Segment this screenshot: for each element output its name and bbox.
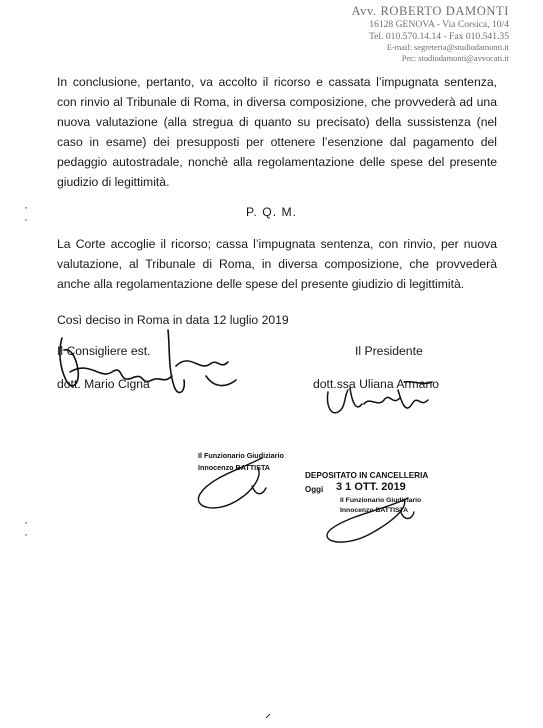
consigliere-title: Il Consigliere est. [57,344,151,358]
consigliere-signature [60,330,236,393]
margin-dot-mark: · [24,212,28,226]
margin-dot-mark: · [24,515,28,529]
decision-date-line: Così deciso in Roma in data 12 luglio 2019 [57,313,289,327]
margin-dot-mark: · [24,200,28,214]
letterhead-name: Avv. ROBERTO DAMONTI [351,4,509,18]
depositato-date: 3 1 OTT. 2019 [336,481,406,493]
consigliere-name: dott. Mario Cigna [57,377,150,391]
letterhead-pec: Pec: studiodamonti@avvocati.it [401,53,509,63]
presidente-signature [327,382,432,413]
ruling-paragraph: La Corte accoglie il ricorso; cassa l’impugnata sentenza, con rinvio, per nuova valutazione, al Tribunale di Roma, in diversa composizione, che provvederà anche alla regolamentazione delle spese del presente giudizio di legittimità. [57,237,497,291]
funzionario-left-line2: Innocenzo BATTISTA [198,463,270,472]
presidente-name: dott.ssa Uliana Armano [313,377,440,391]
funzionario-left-line1: Il Funzionario Giudiziario [198,451,284,460]
depositato-stamp [305,471,428,514]
funzionario-stamp-left [198,451,284,472]
depositato-oggi: Oggi [305,485,324,494]
conclusion-paragraph: In conclusione, pertanto, va accolto il ricorso e cassata l’impugnata sentenza, con rinvio al Tribunale di Roma, in diversa composizione, che provvederà ad una nuova valutazione (alla stregua di quanto su precisato) della sussistenza (nel caso in esame) dei presupposti per ottenere l’esenzione dal pagamento del pedaggio autostradale, nonchè alla regolamentazione delle spese del presente giudizio di legittimità. [57,75,497,189]
letterhead-address: 16128 GENOVA - Via Corsica, 10/4 [369,19,509,30]
presidente-title: Il Presidente [355,344,423,358]
depositato-line1: DEPOSITATO IN CANCELLERIA [305,471,429,480]
funzionario-right-line1: Il Funzionario Giudiziario [340,497,422,504]
funzionario-right-line2: Innocenzo BATTISTA [340,507,409,514]
bottom-page-mark [266,714,270,718]
pqm-heading: P. Q. M. [245,205,298,219]
letterhead-phone: Tel. 010.570.14.14 - Fax 010.541.35 [368,31,509,42]
letterhead-email: E-mail: segreteria@studiodamonti.it [386,43,509,52]
margin-dot-mark: · [24,527,28,541]
funzionario-right-signature [327,498,414,542]
